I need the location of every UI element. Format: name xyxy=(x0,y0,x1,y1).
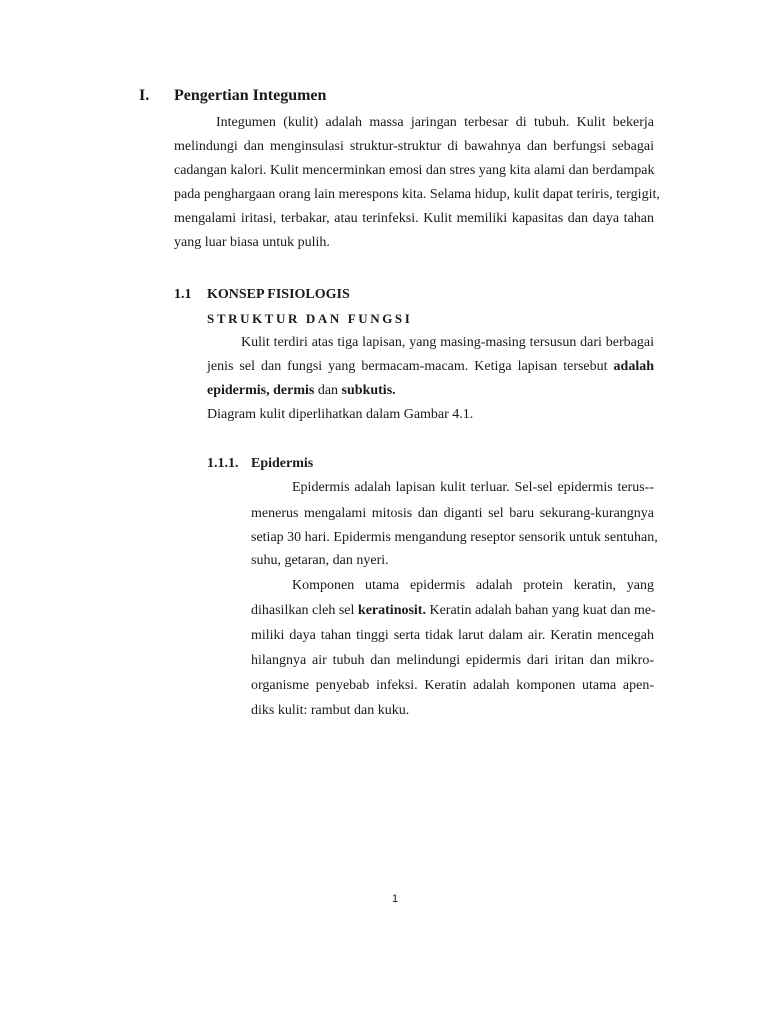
paragraph-line: Integumen (kulit) adalah massa jaringan terbesar di tubuh. Kulit bekerja xyxy=(216,115,654,130)
paragraph-line xyxy=(207,383,396,399)
paragraph-line: pada penghargaan orang lain merespons kita. Selama hidup, kulit dapat teriris, tergigit, xyxy=(174,187,660,202)
paragraph-line: suhu, getaran, dan nyeri. xyxy=(251,553,389,568)
page-number: 1 xyxy=(392,893,399,905)
paragraph-line: Epidermis adalah lapisan kulit terluar. Sel-sel epidermis terus-- xyxy=(292,480,654,495)
subsubsection-title: Epidermis xyxy=(251,456,314,471)
paragraph-text: dan xyxy=(317,383,339,398)
paragraph-line: hilangnya air tubuh dan melindungi epidermis dari iritan dan mikro- xyxy=(251,653,654,668)
paragraph-line xyxy=(251,603,654,619)
paragraph-line: Komponen utama epidermis adalah protein keratin, yang xyxy=(292,578,654,593)
subsection-subtitle: STRUKTUR DAN FUNGSI xyxy=(207,311,413,326)
bold-term-keratinosit: keratinosit. xyxy=(357,603,426,618)
paragraph-line: cadangan kalori. Kulit mencerminkan emosi dan stres yang kita alami dan berdampak xyxy=(174,163,655,178)
bold-term-layers: epidermis, dermis xyxy=(207,383,315,398)
subsection-title: KONSEP FISIOLOGIS xyxy=(207,287,350,302)
paragraph-line: setiap 30 hari. Epidermis mengandung reseptor sensorik untuk sentuhan, xyxy=(251,530,658,545)
paragraph-line: melindungi dan menginsulasi struktur-struktur di bawahnya dan berfungsi sebagai xyxy=(174,139,654,154)
paragraph-line: organisme penyebab infeksi. Keratin adalah komponen utama apen- xyxy=(251,678,654,693)
paragraph-line: Kulit terdiri atas tiga lapisan, yang masing-masing tersusun dari berbagai xyxy=(241,335,654,350)
bold-term-adalah: adalah xyxy=(613,359,655,374)
paragraph-text: dihasilkan cleh sel xyxy=(251,603,355,618)
paragraph-line: mengalami iritasi, terbakar, atau terinfeksi. Kulit memiliki kapasitas dan daya tahan xyxy=(174,211,654,226)
paragraph-line: menerus mengalami mitosis dan diganti sel baru sekurang-kurangnya xyxy=(251,506,654,521)
subsubsection-number: 1.1.1. xyxy=(207,456,239,471)
bold-term-subkutis: subkutis. xyxy=(341,383,396,398)
subsection-number: 1.1 xyxy=(174,287,192,302)
paragraph-text: Keratin adalah bahan yang kuat dan me- xyxy=(429,603,656,618)
section-title: Pengertian Integumen xyxy=(174,87,327,104)
paragraph-line: diks kulit: rambut dan kuku. xyxy=(251,703,410,718)
paragraph-text: jenis sel dan fungsi yang bermacam-macam. Ketiga lapisan tersebut xyxy=(207,359,608,374)
paragraph-line: Diagram kulit diperlihatkan dalam Gambar 4.1. xyxy=(207,407,474,422)
paragraph-line xyxy=(207,359,654,375)
paragraph-line: yang luar biasa untuk pulih. xyxy=(174,235,330,250)
paragraph-line: miliki daya tahan tinggi serta tidak larut dalam air. Keratin mencegah xyxy=(251,628,654,643)
section-number: I. xyxy=(139,87,150,104)
